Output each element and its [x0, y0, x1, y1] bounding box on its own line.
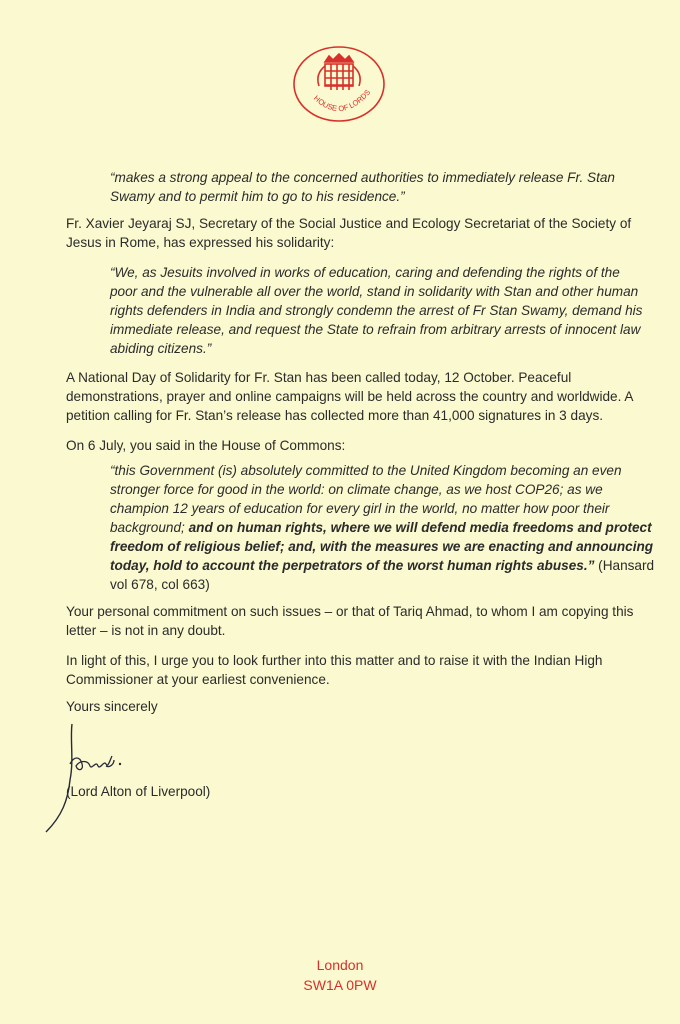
quote-government-bold: and on human rights, where we will defend media freedoms and protect freedom of religious belief; and, with the measures we are enacting and announcing today, hold to account the perpetrators of the worst human rights abuses.” [110, 520, 654, 573]
footer-city: London [316, 957, 364, 973]
svg-text:HOUSE OF LORDS [312, 88, 372, 113]
closing-salutation: Yours sincerely [66, 699, 158, 714]
paragraph-urge: In light of this, I urge you to look further into this matter and to raise it with the Indian High Commissioner at your earliest convenience. [66, 653, 603, 687]
handwritten-signature [40, 720, 170, 840]
paragraph-solidarity-day: A National Day of Solidarity for Fr. Stan has been called today, 12 October. Peaceful demonstrations, prayer and online campaigns will be held across the country and worldwide. A petition calling for Fr. Stan’s release has collected more than 41,000 signatures in 3 days. [66, 370, 633, 423]
quote-government [110, 461, 655, 594]
hansard-reference: (Hansard vol 678, col 663) [110, 558, 655, 592]
signer-name: (Lord Alton of Liverpool) [66, 784, 211, 799]
paragraph-commitment: Your personal commitment on such issues – or that of Tariq Ahmad, to whom I am copying this letter – is not in any doubt. [66, 604, 634, 638]
paragraph-house-of-commons: On 6 July, you said in the House of Commons: [66, 438, 346, 453]
quote-government-italic: “this Government (is) absolutely committed to the United Kingdom becoming an even stronger force for good in the world: on climate change, as we host COP26; as we champion 12 years of education for every girl in the world, no matter how poor their background; [110, 463, 622, 535]
portcullis-icon [318, 54, 360, 90]
footer-postcode: SW1A 0PW [303, 977, 377, 993]
paragraph-jeyaraj: Fr. Xavier Jeyaraj SJ, Secretary of the Social Justice and Ecology Secretariat of the Society of Jesus in Rome, has expressed his solidarity: [66, 216, 632, 250]
quote-appeal: “makes a strong appeal to the concerned authorities to immediately release Fr. Stan Swamy and to permit him to go to his residence.” [110, 170, 615, 204]
crest-label: HOUSE OF LORDS [311, 87, 373, 114]
house-of-lords-crest [291, 44, 387, 124]
quote-jesuits: “We, as Jesuits involved in works of education, caring and defending the rights of the poor and the vulnerable all over the world, stand in solidarity with Stan and other human rights defenders in India and strongly condemn the arrest of Fr Stan Swamy, demand his immediate release, and request the State to refrain from arbitrary arrests of innocent law abiding citizens.” [110, 265, 643, 356]
